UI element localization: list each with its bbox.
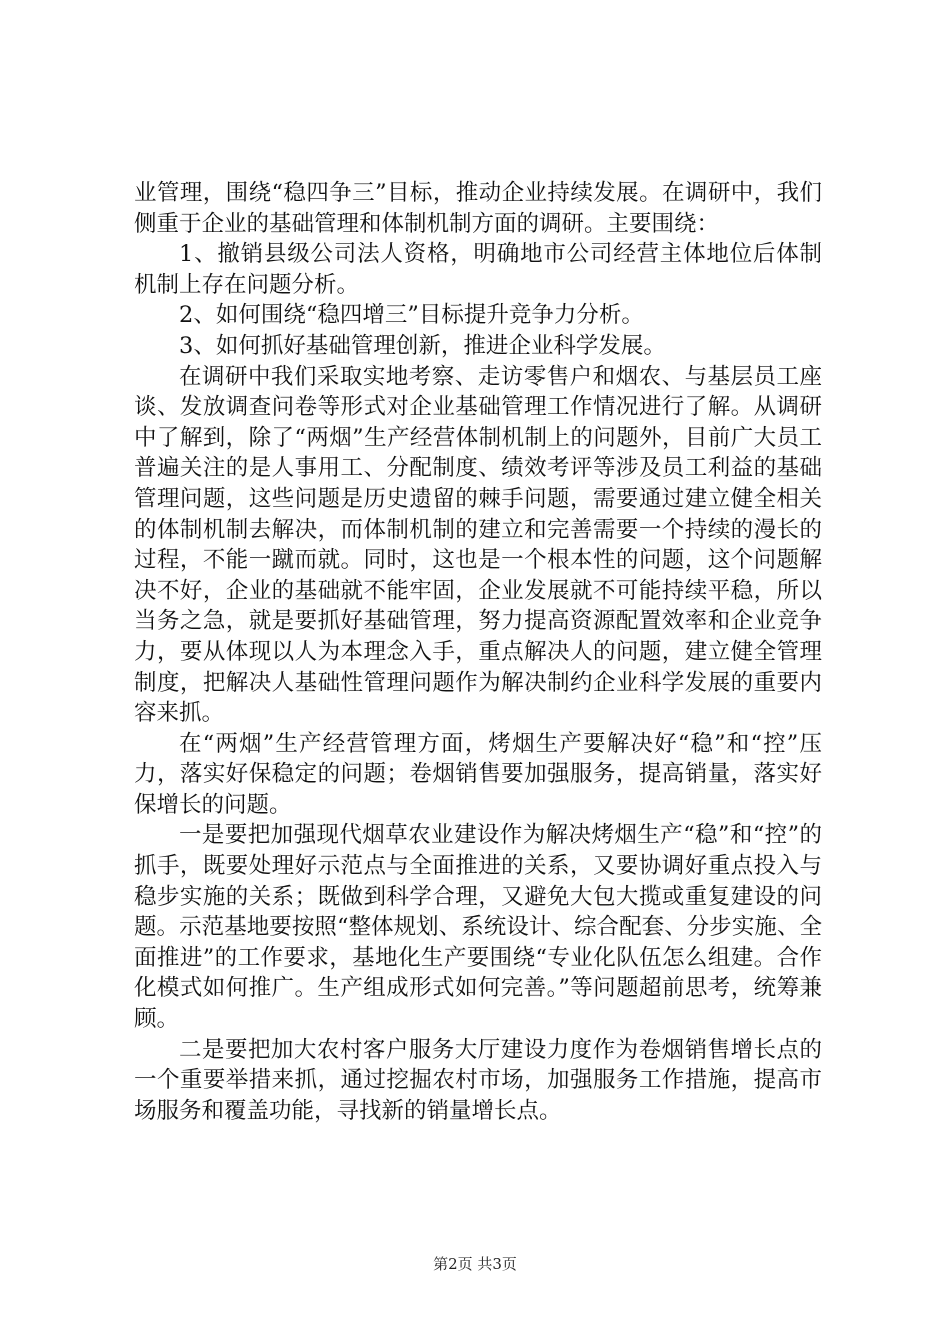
paragraph-item-1: 1、撤销县级公司法人资格，明确地市公司经营主体地位后体制机制上存在问题分析。 xyxy=(134,241,822,298)
page-footer: 第2页 共3页 xyxy=(433,1255,517,1273)
paragraph-item-3: 3、如何抓好基础管理创新，推进企业科学发展。 xyxy=(179,332,666,359)
paragraph-item-2: 2、如何围绕“稳四增三”目标提升竞争力分析。 xyxy=(179,302,644,329)
paragraph-production-management: 在“两烟”生产经营管理方面，烤烟生产要解决好“稳”和“控”压力，落实好保稳定的问题；卷烟销售要加强服务，提高销量，落实好保增长的问题。 xyxy=(134,730,822,818)
paragraph-point-two: 二是要把加大农村客户服务大厅建设力度作为卷烟销售增长点的一个重要举措来抓，通过挖掘农村市场，加强服务工作措施，提高市场服务和覆盖功能，寻找新的销量增长点。 xyxy=(134,1036,822,1124)
paragraph-continuation: 业管理，围绕“稳四争三”目标，推动企业持续发展。在调研中，我们侧重于企业的基础管理和体制机制方面的调研。主要围绕： xyxy=(134,180,822,237)
paragraph-research-findings: 在调研中我们采取实地考察、走访零售户和烟农、与基层员工座谈、发放调查问卷等形式对企业基础管理工作情况进行了解。从调研中了解到，除了“两烟”生产经营体制机制上的问题外，目前广大员工普遍关注的是人事用工、分配制度、绩效考评等涉及员工利益的基础管理问题，这些问题是历史遗留的棘手问题，需要通过建立健全相关的体制机制去解决，而体制机制的建立和完善需要一个持续的漫长的过程，不能一蹴而就。同时，这也是一个根本性的问题，这个问题解决不好，企业的基础就不能牢固，企业发展就不可能持续平稳，所以当务之急，就是要抓好基础管理，努力提高资源配置效率和企业竞争力，要从体现以人为本理念入手，重点解决人的问题，建立健全管理制度，把解决人基础性管理问题作为解决制约企业科学发展的重要内容来抓。 xyxy=(134,363,822,727)
paragraph-point-one: 一是要把加强现代烟草农业建设作为解决烤烟生产“稳”和“控”的抓手，既要处理好示范点与全面推进的关系，又要协调好重点投入与稳步实施的关系；既做到科学合理，又避免大包大揽或重复建设的问题。示范基地要按照“整体规划、系统设计、综合配套、分步实施、全面推进”的工作要求，基地化生产要围绕“专业化队伍怎么组建。合作化模式如何推广。生产组成形式如何完善。”等问题超前思考，统筹兼顾。 xyxy=(134,822,822,1033)
document-body xyxy=(134,178,822,1126)
